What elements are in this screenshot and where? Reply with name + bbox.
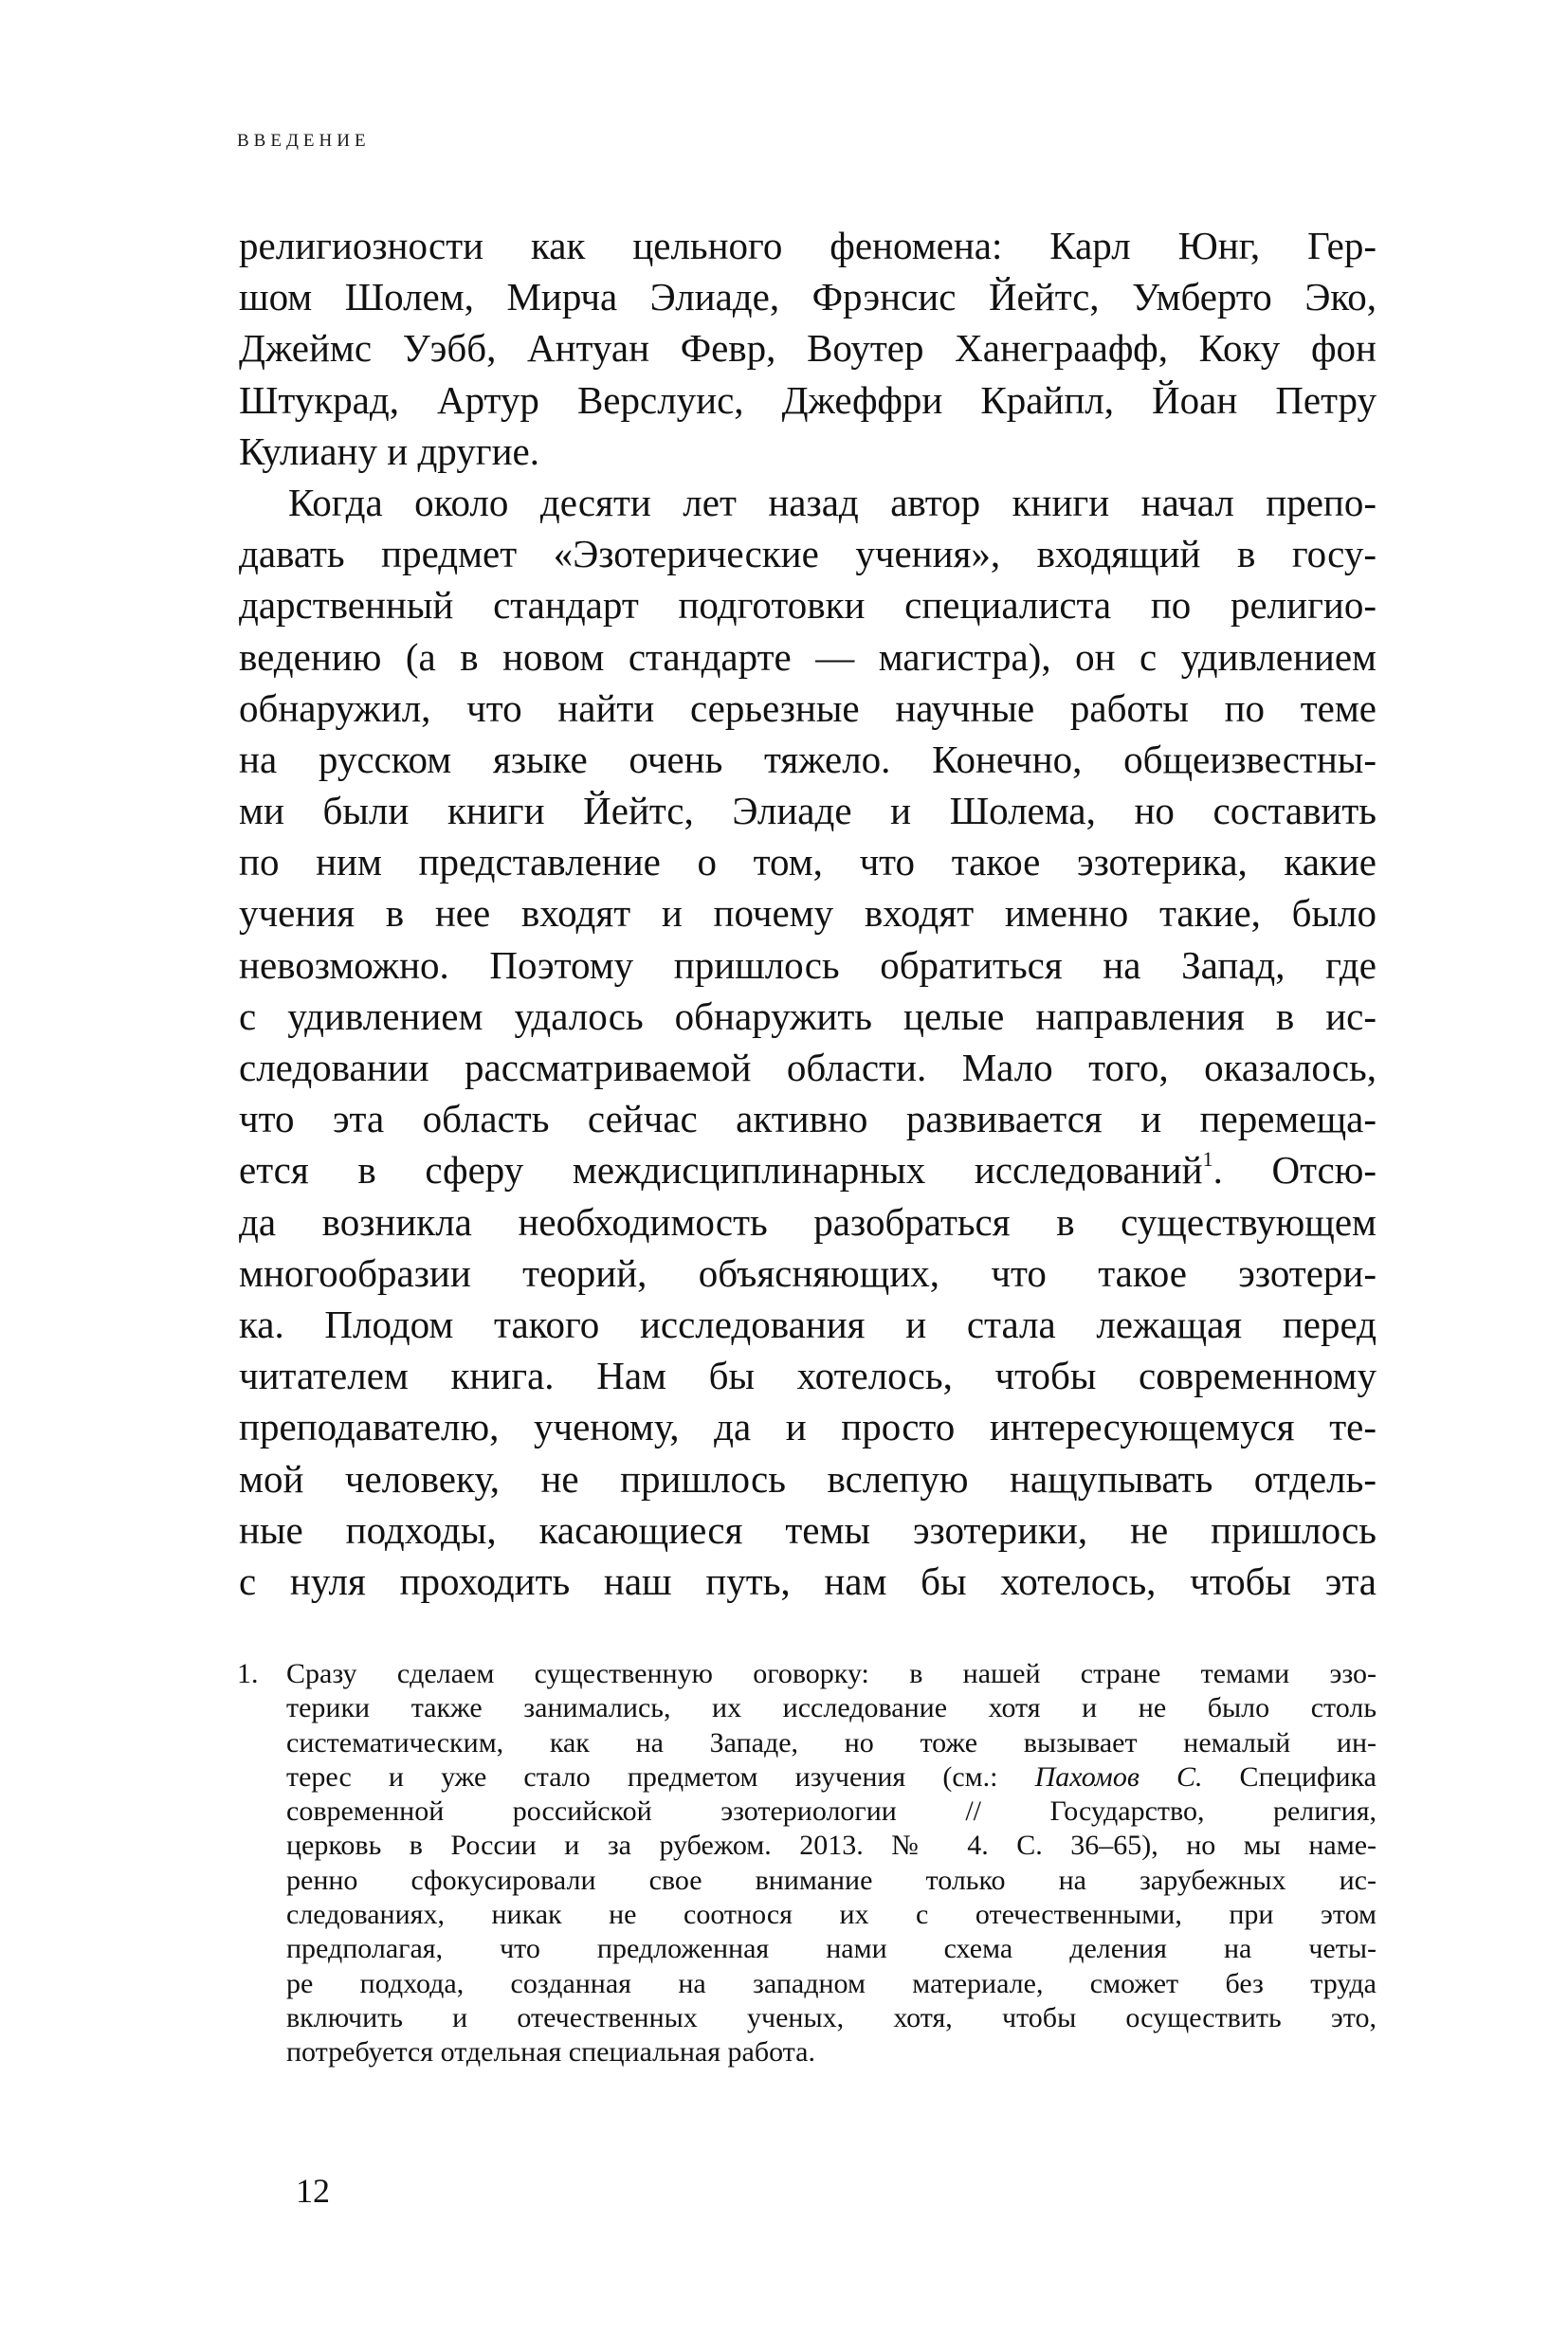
footnote-text [286,1657,1377,2070]
text-line: религиозности как цельного феномена: Карл Юнг, Гер- [239,224,1377,267]
text-line: давать предмет «Эзотерические учения», входящий в госу- [239,532,1377,576]
text-line: по ним представление о том, что такое эзотерика, какие [239,840,1377,884]
footnote-line: ре подхода, созданная на западном материале, сможет без труда [286,1967,1377,1999]
text-line: ведению (а в новом стандарте — магистра), он с удивлением [239,634,1377,679]
text-line: Кулиану и другие. [239,428,539,473]
text-line: обнаружил, что найти серьезные научные работы по теме [239,685,1377,730]
text-line: ные подходы, касающиеся темы эзотерики, не пришлось [239,1507,1377,1552]
text-line: следовании рассматриваемой области. Мало того, оказалось, [239,1046,1377,1089]
text-segment: . Отсю- [1212,1148,1377,1193]
footnote-line: современной российской эзотериологии // Государство, религия, [286,1795,1377,1828]
text-line: многообразии теорий, объясняющих, что такое эзотери- [239,1250,1377,1295]
text-line: ка. Плодом такого исследования и стала лежащая перед [239,1302,1377,1346]
page-number: 12 [296,2172,330,2210]
running-head: ВВЕДЕНИЕ [237,131,371,151]
footnote-line: включить и отечественных ученых, хотя, чтобы осуществить это, [286,2001,1377,2033]
text-line: с удивлением удалось обнаружить целые направления в ис- [239,993,1377,1038]
footnote-line: предполагая, что предложенная нами схема деления на четы- [286,1933,1377,1965]
text-line: учения в нее входят и почему входят именно такие, было [239,891,1377,936]
footnote-reference[interactable]: 1 [1202,1147,1213,1172]
text-line: преподавателю, ученому, да и просто интересующемуся те- [239,1405,1377,1449]
text-segment: Специфика [1202,1760,1377,1793]
text-line: Джеймс Уэбб, Антуан Февр, Воутер Ханеграафф, Коку фон [239,326,1377,371]
text-segment: терес и уже стало предметом изучения (см.: [286,1760,1035,1793]
text-line: с нуля проходить наш путь, нам бы хотелось, чтобы эта [239,1558,1377,1603]
footnote-line: следованиях, никак не соотнося их с отечественными, при этом [286,1899,1377,1931]
text-line: мой человеку, не пришлось вслепую нащупывать отдель- [239,1456,1377,1501]
main-text [239,220,1377,1607]
text-line: шом Шолем, Мирча Элиаде, Фрэнсис Йейтс, Умберто Эко, [239,275,1377,319]
text-line-with-footnote [239,1144,1377,1195]
text-segment: ется в сферу междисциплинарных исследований [239,1148,1203,1193]
footnote [237,1657,1377,2070]
footnote-line: ренно сфокусировали свое внимание только на зарубежных ис- [286,1864,1377,1896]
footnote-number: 1. [237,1658,259,1689]
footnote-line: систематическим, как на Западе, но тоже вызывает немалый ин- [286,1726,1377,1759]
text-line: Штукрад, Артур Верслуис, Джеффри Крайпл, Йоан Петру [239,377,1377,422]
footnote-line: церковь в России и за рубежом. 2013. № 4. С. 36–65), но мы наме- [286,1830,1377,1862]
footnote-line: терики также занимались, их исследование хотя и не было столь [286,1692,1377,1724]
text-line: что эта область сейчас активно развивается и перемеща- [239,1097,1377,1141]
text-line: ми были книги Йейтс, Элиаде и Шолема, но составить [239,789,1377,833]
footnote-line: Сразу сделаем существенную оговорку: в нашей стране темами эзо- [286,1658,1377,1689]
text-line: невозможно. Поэтому пришлось обратиться на Запад, где [239,942,1377,987]
footnote-line-with-citation [286,1760,1377,1795]
citation-author: Пахомов С. [1034,1760,1203,1793]
text-line: да возникла необходимость разобраться в существующем [239,1199,1377,1244]
text-line: на русском языке очень тяжело. Конечно, общеизвестны- [239,737,1377,781]
text-line: дарственный стандарт подготовки специалиста по религио- [239,583,1377,628]
paragraph-start-line: Когда около десяти лет назад автор книги начал препо- [288,480,1377,524]
text-line: читателем книга. Нам бы хотелось, чтобы современному [239,1354,1377,1398]
footnote-line: потребуется отдельная специальная работа. [286,2036,815,2069]
